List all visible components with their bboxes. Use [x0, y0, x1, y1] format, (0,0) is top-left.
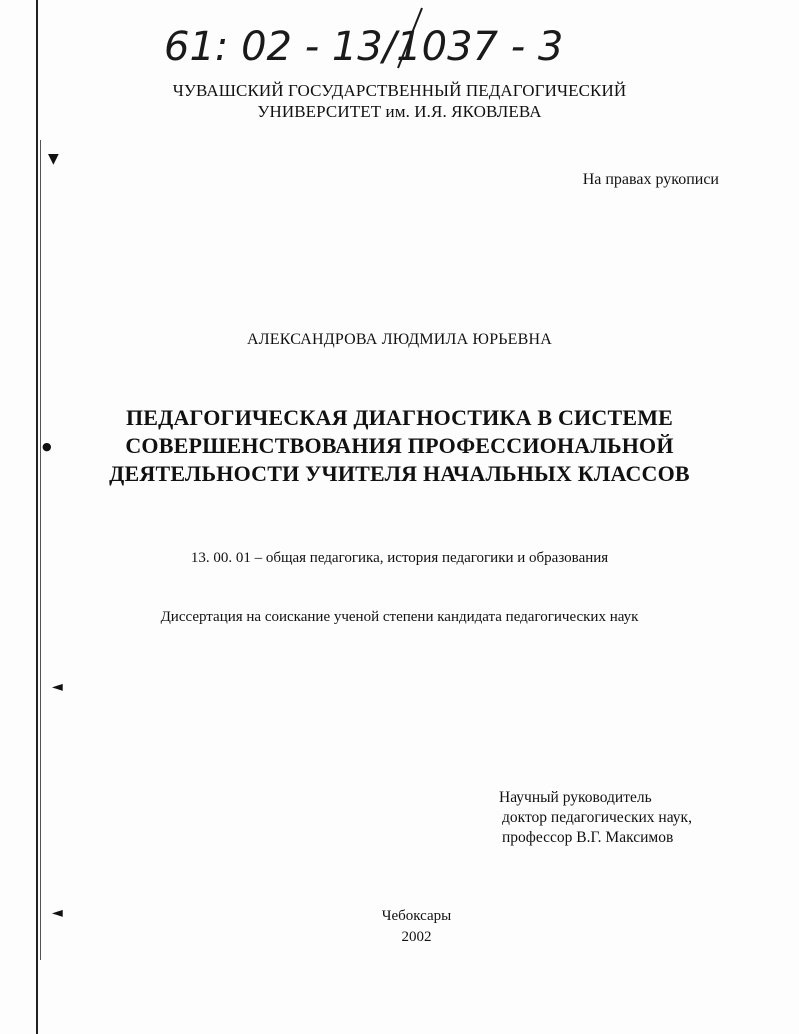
university-name-line-2: УНИВЕРСИТЕТ им. И.Я. ЯКОВЛЕВА: [257, 102, 542, 121]
dissertation-title-line-1: ПЕДАГОГИЧЕСКАЯ ДИАГНОСТИКА В СИСТЕМЕ: [125, 405, 674, 430]
specialty-code: 13. 00. 01 – общая педагогика, история педагогики и образования: [190, 550, 609, 566]
dissertation-title-line-3: ДЕЯТЕЛЬНОСТИ УЧИТЕЛЯ НАЧАЛЬНЫХ КЛАССОВ: [109, 461, 690, 486]
supervisor-name: профессор В.Г. Максимов: [502, 829, 674, 846]
university-name-line-1: ЧУВАШСКИЙ ГОСУДАРСТВЕННЫЙ ПЕДАГОГИЧЕСКИЙ: [172, 81, 627, 100]
publication-year: 2002: [401, 929, 432, 945]
supervisor-degree: доктор педагогических наук,: [502, 809, 692, 826]
scan-speck-mark: ◄: [52, 905, 63, 921]
handwritten-archive-number: [160, 6, 620, 74]
scan-speck-mark: ◄: [52, 679, 63, 695]
scientific-supervisor-block: [499, 788, 692, 848]
handwritten-number-text: 61: 02 - 13/1037 - 3: [164, 24, 564, 70]
author-name: АЛЕКСАНДРОВА ЛЮДМИЛА ЮРЬЕВНА: [246, 331, 553, 348]
dissertation-degree-statement: Диссертация на соискание ученой степени кандидата педагогических наук: [160, 609, 639, 625]
publication-city: Чебоксары: [381, 908, 452, 924]
dissertation-title-line-2: СОВЕРШЕНСТВОВАНИЯ ПРОФЕССИОНАЛЬНОЙ: [125, 433, 674, 458]
scan-speck-mark: ▼: [48, 151, 59, 167]
scan-edge-artifact: [30, 0, 44, 1034]
scan-edge-line: [36, 0, 38, 1034]
scan-speck-mark: ●: [42, 440, 52, 453]
supervisor-label: Научный руководитель: [499, 789, 652, 806]
manuscript-rights-note: На правах рукописи: [582, 171, 719, 188]
